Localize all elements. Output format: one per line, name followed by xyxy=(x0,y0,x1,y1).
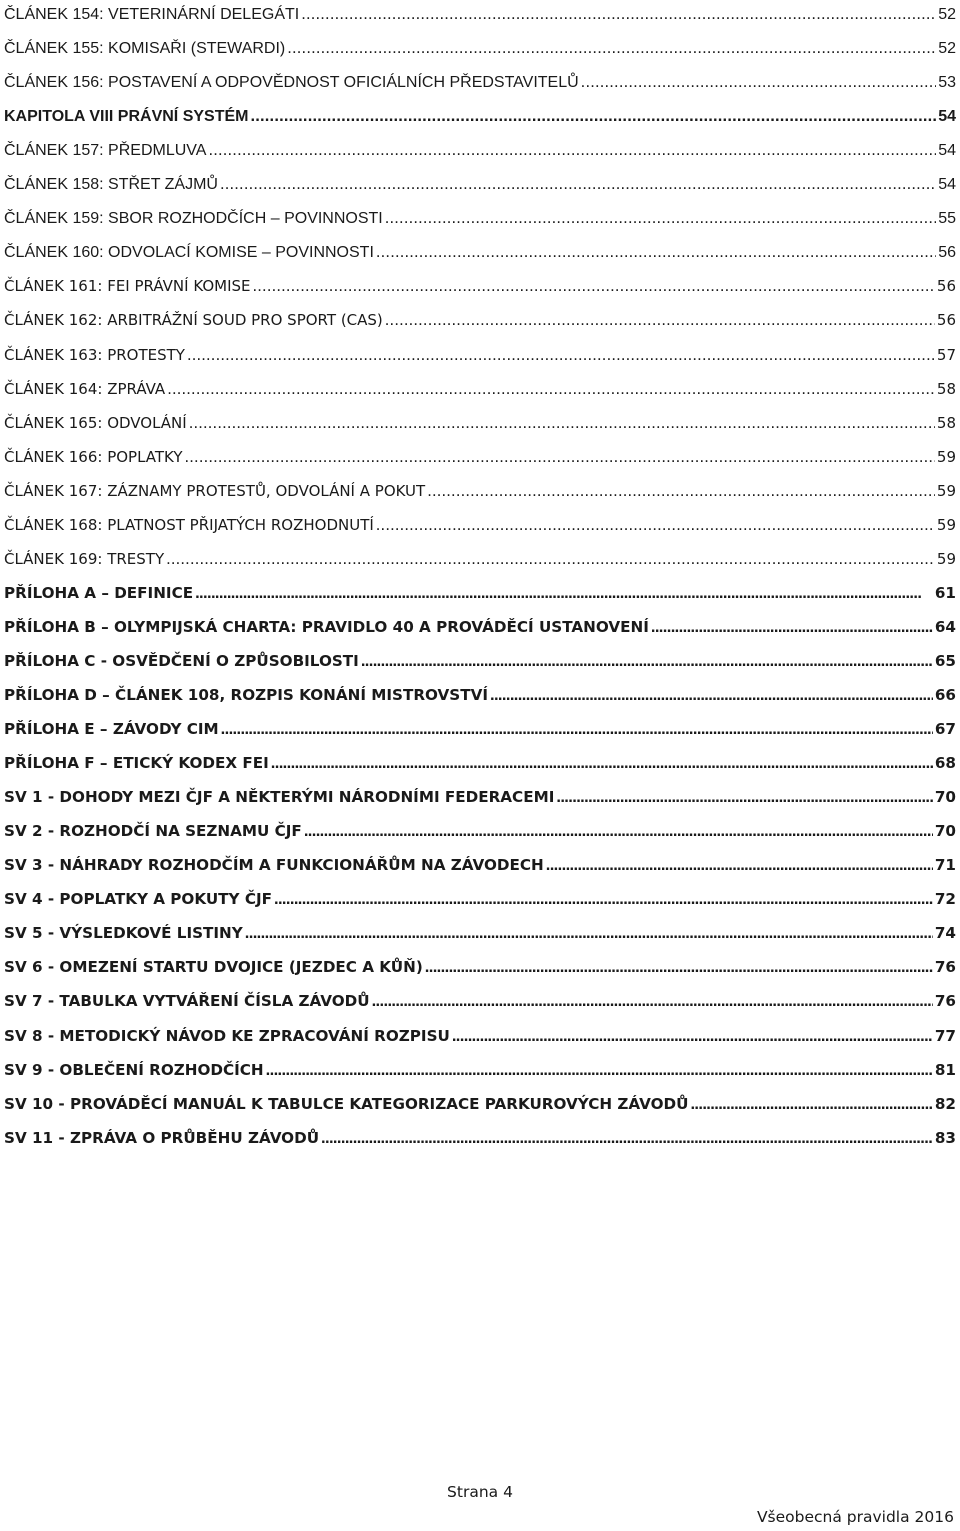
toc-entry[interactable] xyxy=(4,343,956,367)
toc-entry-title: PŘÍLOHA C - OSVĚDČENÍ O ZPŮSOBILOSTI xyxy=(4,651,359,670)
toc-entry[interactable] xyxy=(4,172,956,197)
toc-entry-title: ČLÁNEK 162: ARBITRÁŽNÍ SOUD PRO SPORT (CAS) xyxy=(4,311,383,330)
toc-entry-title: ČLÁNEK 161: FEI PRÁVNÍ KOMISE xyxy=(4,277,251,296)
toc-entry-page: 72 xyxy=(934,890,956,909)
toc-dot-leader xyxy=(287,36,936,60)
toc-dot-leader xyxy=(208,138,936,162)
page-number: Strana 4 xyxy=(447,1483,513,1501)
toc-entry-page: 59 xyxy=(936,447,956,466)
toc-entry[interactable] xyxy=(4,240,956,265)
toc-entry[interactable] xyxy=(4,445,956,469)
toc-entry-page: 65 xyxy=(934,651,956,670)
toc-entry[interactable] xyxy=(4,683,956,707)
toc-entry[interactable] xyxy=(4,785,956,809)
toc-entry[interactable] xyxy=(4,887,956,911)
toc-entry[interactable] xyxy=(4,36,956,61)
toc-entry-title: ČLÁNEK 157: PŘEDMLUVA xyxy=(4,142,207,160)
toc-entry-title: SV 1 - DOHODY MEZI ČJF A NĚKTERÝMI NÁRODNÍMI FEDERACEMI xyxy=(4,788,555,807)
toc-entry-title: SV 9 - OBLEČENÍ ROZHODČÍCH xyxy=(4,1060,264,1079)
toc-entry-page: 66 xyxy=(934,686,956,704)
document-title-footer: Všeobecná pravidla 2016 xyxy=(756,1508,954,1526)
toc-entry[interactable] xyxy=(4,104,956,129)
toc-dot-leader xyxy=(250,104,936,128)
toc-dot-leader xyxy=(274,887,933,911)
toc-entry[interactable] xyxy=(4,479,956,503)
toc-entry-page: 57 xyxy=(936,345,956,364)
toc-dot-leader xyxy=(452,1024,933,1048)
toc-entry-title: SV 10 - PROVÁDĚCÍ MANUÁL K TABULCE KATEGORIZACE PARKUROVÝCH ZÁVODŮ xyxy=(4,1094,689,1113)
toc-entry-title: PŘÍLOHA F – ETICKÝ KODEX FEI xyxy=(4,754,269,773)
toc-entry[interactable] xyxy=(4,751,956,775)
toc-entry-page: 56 xyxy=(936,277,956,296)
toc-entry-page: 59 xyxy=(936,481,956,500)
toc-entry[interactable] xyxy=(4,1058,956,1082)
toc-dot-leader xyxy=(187,343,935,367)
toc-entry-title: ČLÁNEK 168: PLATNOST PŘIJATÝCH ROZHODNUTÍ xyxy=(4,515,374,534)
toc-dot-leader xyxy=(361,649,933,673)
toc-entry-title: SV 2 - ROZHODČÍ NA SEZNAMU ČJF xyxy=(4,822,302,841)
toc-entry[interactable] xyxy=(4,138,956,163)
toc-entry[interactable] xyxy=(4,411,956,435)
toc-entry-page: 59 xyxy=(936,549,956,568)
toc-entry-page: 56 xyxy=(938,244,956,262)
toc-entry-title: ČLÁNEK 167: ZÁZNAMY PROTESTŮ, ODVOLÁNÍ A POKUT xyxy=(4,481,426,500)
toc-dot-leader xyxy=(253,274,935,298)
toc-entry-title: SV 7 - TABULKA VYTVÁŘENÍ ČÍSLA ZÁVODŮ xyxy=(4,992,370,1011)
toc-entry[interactable] xyxy=(4,649,956,673)
toc-entry[interactable] xyxy=(4,2,956,27)
toc-entry-title: ČLÁNEK 154: VETERINÁRNÍ DELEGÁTI xyxy=(4,6,300,23)
toc-entry-page: 68 xyxy=(934,754,956,773)
toc-entry-title: SV 3 - NÁHRADY ROZHODČÍM A FUNKCIONÁŘŮM NA ZÁVODECH xyxy=(4,856,544,875)
toc-dot-leader xyxy=(266,1058,933,1082)
toc-entry-page: 70 xyxy=(934,822,956,841)
toc-entry-page: 82 xyxy=(934,1094,956,1113)
toc-entry[interactable] xyxy=(4,1092,956,1116)
toc-dot-leader xyxy=(301,2,936,26)
toc-entry[interactable] xyxy=(4,955,956,979)
toc-entry-title: ČLÁNEK 169: TRESTY xyxy=(4,549,165,568)
toc-entry-page: 58 xyxy=(936,413,956,432)
toc-entry-title: SV 4 - POPLATKY A POKUTY ČJF xyxy=(4,890,272,909)
toc-entry-title: PŘÍLOHA E – ZÁVODY CIM xyxy=(4,720,219,739)
toc-entry[interactable] xyxy=(4,581,956,605)
toc-entry-title: KAPITOLA VIII PRÁVNÍ SYSTÉM xyxy=(4,108,249,126)
toc-dot-leader xyxy=(376,240,936,264)
toc-entry-page: 52 xyxy=(938,40,956,58)
toc-entry-title: ČLÁNEK 166: POPLATKY xyxy=(4,447,183,466)
toc-dot-leader xyxy=(376,513,935,537)
toc-dot-leader xyxy=(195,581,933,605)
toc-entry-title: SV 5 - VÝSLEDKOVÉ LISTINY xyxy=(4,924,243,943)
toc-entry-page: 67 xyxy=(934,720,956,739)
toc-entry-title: SV 11 - ZPRÁVA O PRŮBĚHU ZÁVODŮ xyxy=(4,1128,320,1147)
toc-dot-leader xyxy=(245,921,933,945)
toc-entry-page: 83 xyxy=(934,1128,956,1147)
toc-entry-title: ČLÁNEK 156: POSTAVENÍ A ODPOVĚDNOST OFICIÁLNÍCH PŘEDSTAVITELŮ xyxy=(4,74,579,92)
toc-dot-leader xyxy=(651,615,933,639)
toc-entry-title: SV 8 - METODICKÝ NÁVOD KE ZPRACOVÁNÍ ROZPISU xyxy=(4,1026,450,1045)
toc-entry-title: ČLÁNEK 158: STŘET ZÁJMŮ xyxy=(4,176,218,194)
toc-entry[interactable] xyxy=(4,547,956,571)
toc-entry-page: 54 xyxy=(938,176,956,194)
toc-entry-page: 76 xyxy=(934,992,956,1011)
toc-dot-leader xyxy=(385,308,935,332)
toc-dot-leader xyxy=(385,206,936,230)
toc-entry-page: 76 xyxy=(934,958,956,977)
toc-dot-leader xyxy=(167,377,935,401)
toc-dot-leader xyxy=(166,547,935,571)
toc-entry-page: 61 xyxy=(934,583,956,602)
toc-dot-leader xyxy=(185,445,935,469)
toc-dot-leader xyxy=(221,717,933,741)
toc-entry-page: 64 xyxy=(934,617,956,636)
toc-entry[interactable] xyxy=(4,921,956,945)
toc-entry-page: 52 xyxy=(938,6,956,23)
toc-dot-leader xyxy=(546,853,933,877)
toc-entry[interactable] xyxy=(4,1126,956,1150)
toc-entry-page: 81 xyxy=(934,1060,956,1079)
toc-dot-leader xyxy=(271,751,933,775)
toc-entry-page: 55 xyxy=(938,210,956,228)
toc-entry-page: 71 xyxy=(934,856,956,875)
toc-entry-page: 54 xyxy=(938,108,956,126)
toc-entry[interactable] xyxy=(4,513,956,537)
toc-dot-leader xyxy=(427,479,935,503)
toc-entry-title: ČLÁNEK 159: SBOR ROZHODČÍCH – POVINNOSTI xyxy=(4,210,383,228)
toc-entry-page: 70 xyxy=(934,788,956,807)
toc-entry-page: 74 xyxy=(934,924,956,943)
toc-entry-title: ČLÁNEK 165: ODVOLÁNÍ xyxy=(4,413,187,432)
toc-entry-title: ČLÁNEK 163: PROTESTY xyxy=(4,345,185,364)
toc-entry[interactable] xyxy=(4,377,956,401)
toc-entry[interactable] xyxy=(4,206,956,231)
toc-entry[interactable] xyxy=(4,853,956,877)
toc-entry[interactable] xyxy=(4,819,956,843)
toc-dot-leader xyxy=(690,1092,932,1116)
toc-entry-title: PŘÍLOHA D – ČLÁNEK 108, ROZPIS KONÁNÍ MISTROVSTVÍ xyxy=(4,686,488,704)
toc-dot-leader xyxy=(321,1126,933,1150)
toc-entry-page: 59 xyxy=(936,515,956,534)
toc-dot-leader xyxy=(189,411,935,435)
toc-entry-page: 58 xyxy=(936,379,956,398)
toc-entry-title: PŘÍLOHA A – DEFINICE xyxy=(4,583,194,602)
toc-entry-title: ČLÁNEK 155: KOMISAŘI (STEWARDI) xyxy=(4,40,286,58)
toc-entry[interactable] xyxy=(4,308,956,332)
toc-entry-page: 56 xyxy=(936,311,956,330)
toc-entry-title: ČLÁNEK 160: ODVOLACÍ KOMISE – POVINNOSTI xyxy=(4,244,374,262)
toc-entry-page: 53 xyxy=(938,74,956,92)
toc-dot-leader xyxy=(372,989,933,1013)
toc-entry[interactable] xyxy=(4,989,956,1013)
toc-entry[interactable] xyxy=(4,70,956,95)
toc-entry[interactable] xyxy=(4,1024,956,1048)
toc-entry-title: ČLÁNEK 164: ZPRÁVA xyxy=(4,379,166,398)
toc-dot-leader xyxy=(220,172,936,196)
toc-entry[interactable] xyxy=(4,274,956,298)
toc-dot-leader xyxy=(304,819,933,843)
toc-entry-title: PŘÍLOHA B – OLYMPIJSKÁ CHARTA: PRAVIDLO 40 A PROVÁDĚCÍ USTANOVENÍ xyxy=(4,617,649,636)
toc-dot-leader xyxy=(581,70,937,94)
toc-entry-page: 54 xyxy=(938,142,956,160)
toc-entry-page: 77 xyxy=(934,1026,956,1045)
toc-dot-leader xyxy=(425,955,933,979)
toc-dot-leader xyxy=(490,683,933,707)
toc-entry[interactable] xyxy=(4,717,956,741)
toc-dot-leader xyxy=(556,785,933,809)
toc-entry-title: SV 6 - OMEZENÍ STARTU DVOJICE (JEZDEC A KŮŇ) xyxy=(4,958,423,977)
toc-entry[interactable] xyxy=(4,615,956,639)
